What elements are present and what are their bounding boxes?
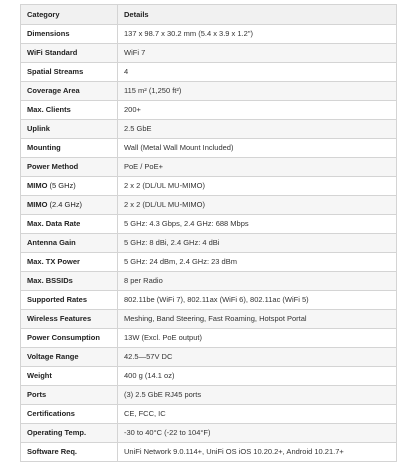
row-detail: Wall (Metal Wall Mount Included) — [118, 139, 397, 158]
row-category — [21, 139, 118, 158]
row-category — [21, 367, 118, 386]
spec-table-header — [21, 5, 397, 25]
row-category-label: Antenna Gain — [27, 238, 76, 247]
row-detail: 200+ — [118, 101, 397, 120]
row-detail: CE, FCC, IC — [118, 405, 397, 424]
row-detail: 5 GHz: 4.3 Gbps, 2.4 GHz: 688 Mbps — [118, 215, 397, 234]
row-category — [21, 253, 118, 272]
row-category — [21, 120, 118, 139]
row-category — [21, 25, 118, 44]
row-category — [21, 329, 118, 348]
row-category-label: Spatial Streams — [27, 67, 84, 76]
table-row — [21, 177, 397, 196]
row-category — [21, 405, 118, 424]
header-details: Details — [118, 5, 397, 25]
table-row — [21, 310, 397, 329]
row-category-label: WiFi Standard — [27, 48, 78, 57]
row-category — [21, 310, 118, 329]
spec-table — [20, 4, 397, 462]
row-category-label: Software Req. — [27, 447, 78, 456]
row-category-label: Weight — [27, 371, 52, 380]
row-category-label: Max. TX Power — [27, 257, 80, 266]
row-category-label: Max. Clients — [27, 105, 71, 114]
row-detail: 2.5 GbE — [118, 120, 397, 139]
table-row — [21, 44, 397, 63]
row-category-label: Power Consumption — [27, 333, 100, 342]
table-row — [21, 63, 397, 82]
row-category — [21, 272, 118, 291]
table-row — [21, 120, 397, 139]
row-category-label: Dimensions — [27, 29, 70, 38]
row-category-label: Power Method — [27, 162, 79, 171]
row-category — [21, 158, 118, 177]
row-category-label: Max. Data Rate — [27, 219, 81, 228]
spec-table-body — [21, 25, 397, 462]
table-row — [21, 25, 397, 44]
row-detail: 802.11be (WiFi 7), 802.11ax (WiFi 6), 802.11ac (WiFi 5) — [118, 291, 397, 310]
row-detail: 2 x 2 (DL/UL MU-MIMO) — [118, 177, 397, 196]
spec-table-container — [20, 4, 396, 462]
header-category: Category — [21, 5, 118, 25]
table-row — [21, 348, 397, 367]
row-category — [21, 196, 118, 215]
row-category-label: MIMO — [27, 200, 48, 209]
row-category — [21, 63, 118, 82]
table-row — [21, 424, 397, 443]
table-row — [21, 158, 397, 177]
table-row — [21, 215, 397, 234]
row-detail: 5 GHz: 24 dBm, 2.4 GHz: 23 dBm — [118, 253, 397, 272]
table-row — [21, 253, 397, 272]
row-category — [21, 443, 118, 462]
row-category-label: Uplink — [27, 124, 50, 133]
row-category-label: Ports — [27, 390, 47, 399]
row-category-label: Max. BSSIDs — [27, 276, 73, 285]
row-detail: PoE / PoE+ — [118, 158, 397, 177]
row-detail: 137 x 98.7 x 30.2 mm (5.4 x 3.9 x 1.2") — [118, 25, 397, 44]
row-detail: UniFi Network 9.0.114+, UniFi OS iOS 10.20.2+, Android 10.21.7+ — [118, 443, 397, 462]
row-detail: 400 g (14.1 oz) — [118, 367, 397, 386]
table-row — [21, 443, 397, 462]
row-category-label: Voltage Range — [27, 352, 79, 361]
header-row — [21, 5, 397, 25]
row-detail: WiFi 7 — [118, 44, 397, 63]
row-detail: 13W (Excl. PoE output) — [118, 329, 397, 348]
row-detail: (3) 2.5 GbE RJ45 ports — [118, 386, 397, 405]
row-category — [21, 348, 118, 367]
table-row — [21, 405, 397, 424]
row-category-label: Coverage Area — [27, 86, 80, 95]
table-row — [21, 101, 397, 120]
row-detail: 42.5—57V DC — [118, 348, 397, 367]
row-category-label: Wireless Features — [27, 314, 92, 323]
row-category-label: Operating Temp. — [27, 428, 87, 437]
row-category — [21, 44, 118, 63]
row-detail: 115 m² (1,250 ft²) — [118, 82, 397, 101]
row-category-suffix: (2.4 GHz) — [47, 200, 83, 209]
table-row — [21, 367, 397, 386]
row-category — [21, 101, 118, 120]
row-category — [21, 291, 118, 310]
table-row — [21, 272, 397, 291]
row-category — [21, 177, 118, 196]
row-detail: 8 per Radio — [118, 272, 397, 291]
table-row — [21, 196, 397, 215]
row-category — [21, 82, 118, 101]
row-detail: 2 x 2 (DL/UL MU-MIMO) — [118, 196, 397, 215]
row-category — [21, 386, 118, 405]
table-row — [21, 139, 397, 158]
row-category-label: Certifications — [27, 409, 75, 418]
table-row — [21, 386, 397, 405]
row-category — [21, 234, 118, 253]
row-detail: Meshing, Band Steering, Fast Roaming, Hotspot Portal — [118, 310, 397, 329]
row-category-label: Supported Rates — [27, 295, 88, 304]
row-category — [21, 215, 118, 234]
row-detail: 5 GHz: 8 dBi, 2.4 GHz: 4 dBi — [118, 234, 397, 253]
row-category — [21, 424, 118, 443]
row-detail: -30 to 40°C (-22 to 104°F) — [118, 424, 397, 443]
table-row — [21, 329, 397, 348]
row-detail: 4 — [118, 63, 397, 82]
row-category-suffix: (5 GHz) — [47, 181, 76, 190]
row-category-label: Mounting — [27, 143, 61, 152]
row-category-label: MIMO — [27, 181, 48, 190]
table-row — [21, 82, 397, 101]
table-row — [21, 291, 397, 310]
table-row — [21, 234, 397, 253]
